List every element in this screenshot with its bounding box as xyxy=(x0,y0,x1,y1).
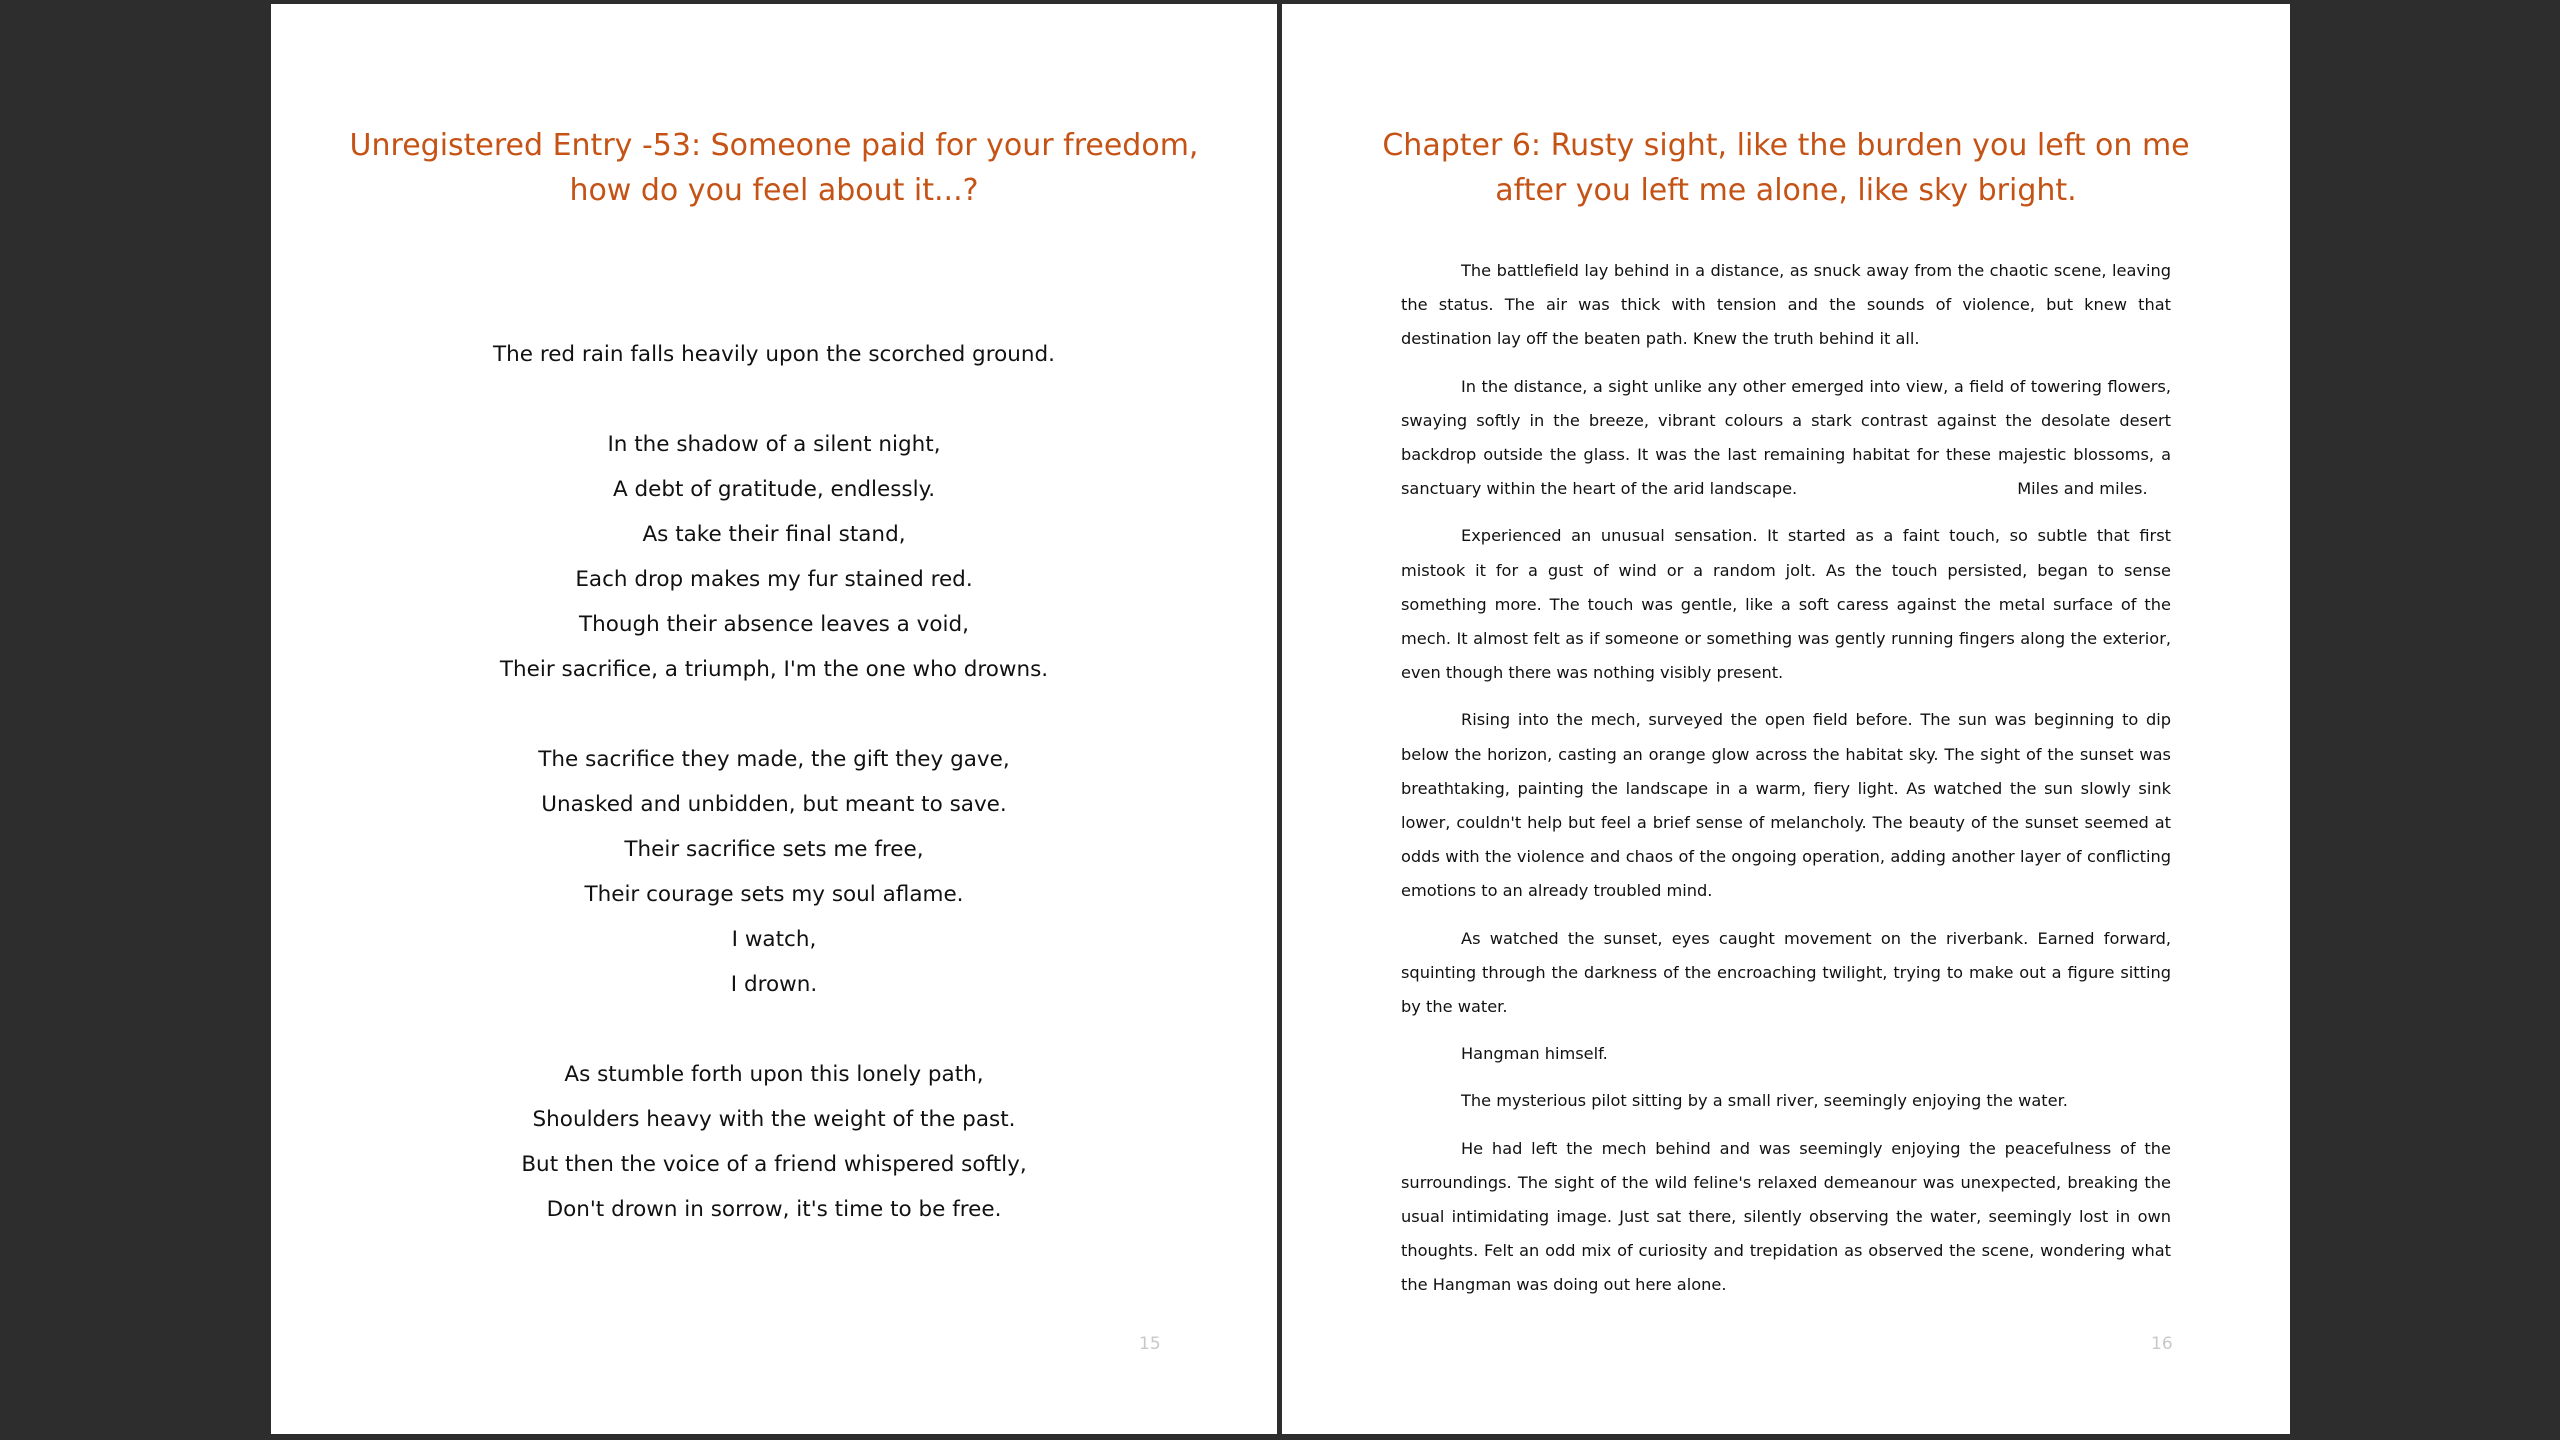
paragraph xyxy=(1401,370,2171,507)
poem-line: Though their absence leaves a void, xyxy=(578,612,970,637)
paragraph: He had left the mech behind and was seemingly enjoying the peacefulness of the surroundings. The sight of the wild feline's relaxed demeanour was unexpected, breaking the usual intimidating image. Just sat there, silently observing the water, seemingly lost in own thoughts. Felt an odd mix of curiosity and trepidation as observed the scene, wondering what the Hangman was doing out here alone. xyxy=(1401,1138,2171,1295)
poem-line: The red rain falls heavily upon the scorched ground. xyxy=(493,342,1055,367)
poem-line: Don't drown in sorrow, it's time to be free. xyxy=(546,1197,1002,1222)
paragraph: Hangman himself. xyxy=(1461,1044,1608,1064)
paragraph: The battlefield lay behind in a distance, as snuck away from the chaotic scene, leaving the status. The air was thick with tension and the sounds of violence, but knew that destination lay off the beaten path. Knew the truth behind it all. xyxy=(1401,261,2171,349)
poem-line: Each drop makes my fur stained red. xyxy=(575,567,973,592)
paragraph: The mysterious pilot sitting by a small river, seemingly enjoying the water. xyxy=(1461,1091,2068,1111)
title-line: Unregistered Entry -53: Someone paid for your freedom, xyxy=(349,128,1199,163)
title-line: after you left me alone, like sky bright. xyxy=(1495,173,2077,208)
poem-line: Their sacrifice sets me free, xyxy=(624,837,924,862)
paragraph-trailing-text: Miles and miles. xyxy=(2017,479,2148,499)
poem-line: As take their final stand, xyxy=(642,522,906,547)
paragraph-text: In the distance, a sight unlike any other emerged into view, a field of towering flowers, swaying softly in the breeze, vibrant colours a stark contrast against the desolate desert backdrop outside the glass. It was the last remaining habitat for these majestic blossoms, a sanctuary within the heart of the arid landscape. xyxy=(1401,376,2171,499)
poem-line: A debt of gratitude, endlessly. xyxy=(612,477,936,502)
poem-line: Unasked and unbidden, but meant to save. xyxy=(541,792,1007,817)
poem-stanza xyxy=(271,332,1277,377)
poem-line: But then the voice of a friend whispered softly, xyxy=(521,1152,1027,1177)
entry-title xyxy=(271,123,1277,213)
poem-line: In the shadow of a silent night, xyxy=(607,432,941,457)
page-number: 15 xyxy=(1139,1334,1161,1354)
poem-stanza xyxy=(271,422,1277,692)
poem xyxy=(271,332,1277,1277)
poem-line: I drown. xyxy=(730,972,818,997)
chapter-body xyxy=(1401,254,2171,1316)
poem-line: As stumble forth upon this lonely path, xyxy=(564,1062,984,1087)
paragraph: As watched the sunset, eyes caught movement on the riverbank. Earned forward, squinting through the darkness of the encroaching twilight, trying to make out a figure sitting by the water. xyxy=(1401,928,2171,1017)
paragraph: Experienced an unusual sensation. It started as a faint touch, so subtle that first mistook it for a gust of wind or a random jolt. As the touch persisted, began to sense something more. The touch was gentle, like a soft caress against the metal surface of the mech. It almost felt as if someone or something was gently running fingers along the exterior, even though there was nothing visibly present. xyxy=(1401,526,2171,683)
left-page xyxy=(271,4,1277,1434)
right-page xyxy=(1282,4,2290,1434)
poem-stanza xyxy=(271,1052,1277,1232)
poem-line: Their courage sets my soul aflame. xyxy=(584,882,964,907)
poem-stanza xyxy=(271,737,1277,1007)
title-line: Chapter 6: Rusty sight, like the burden you left on me xyxy=(1382,128,2190,163)
chapter-title xyxy=(1282,123,2290,213)
paragraph: Rising into the mech, surveyed the open field before. The sun was beginning to dip below the horizon, casting an orange glow across the habitat sky. The sight of the sunset was breathtaking, painting the landscape in a warm, fiery light. As watched the sun slowly sink lower, couldn't help but feel a brief sense of melancholy. The beauty of the sunset seemed at odds with the violence and chaos of the ongoing operation, adding another layer of conflicting emotions to an already troubled mind. xyxy=(1401,710,2171,901)
poem-line: The sacrifice they made, the gift they gave, xyxy=(538,747,1010,772)
page-number: 16 xyxy=(2151,1334,2173,1354)
poem-line: Their sacrifice, a triumph, I'm the one who drowns. xyxy=(499,657,1049,682)
poem-line: Shoulders heavy with the weight of the past. xyxy=(532,1107,1016,1132)
poem-line: I watch, xyxy=(731,927,817,952)
title-line: how do you feel about it...? xyxy=(569,173,979,208)
